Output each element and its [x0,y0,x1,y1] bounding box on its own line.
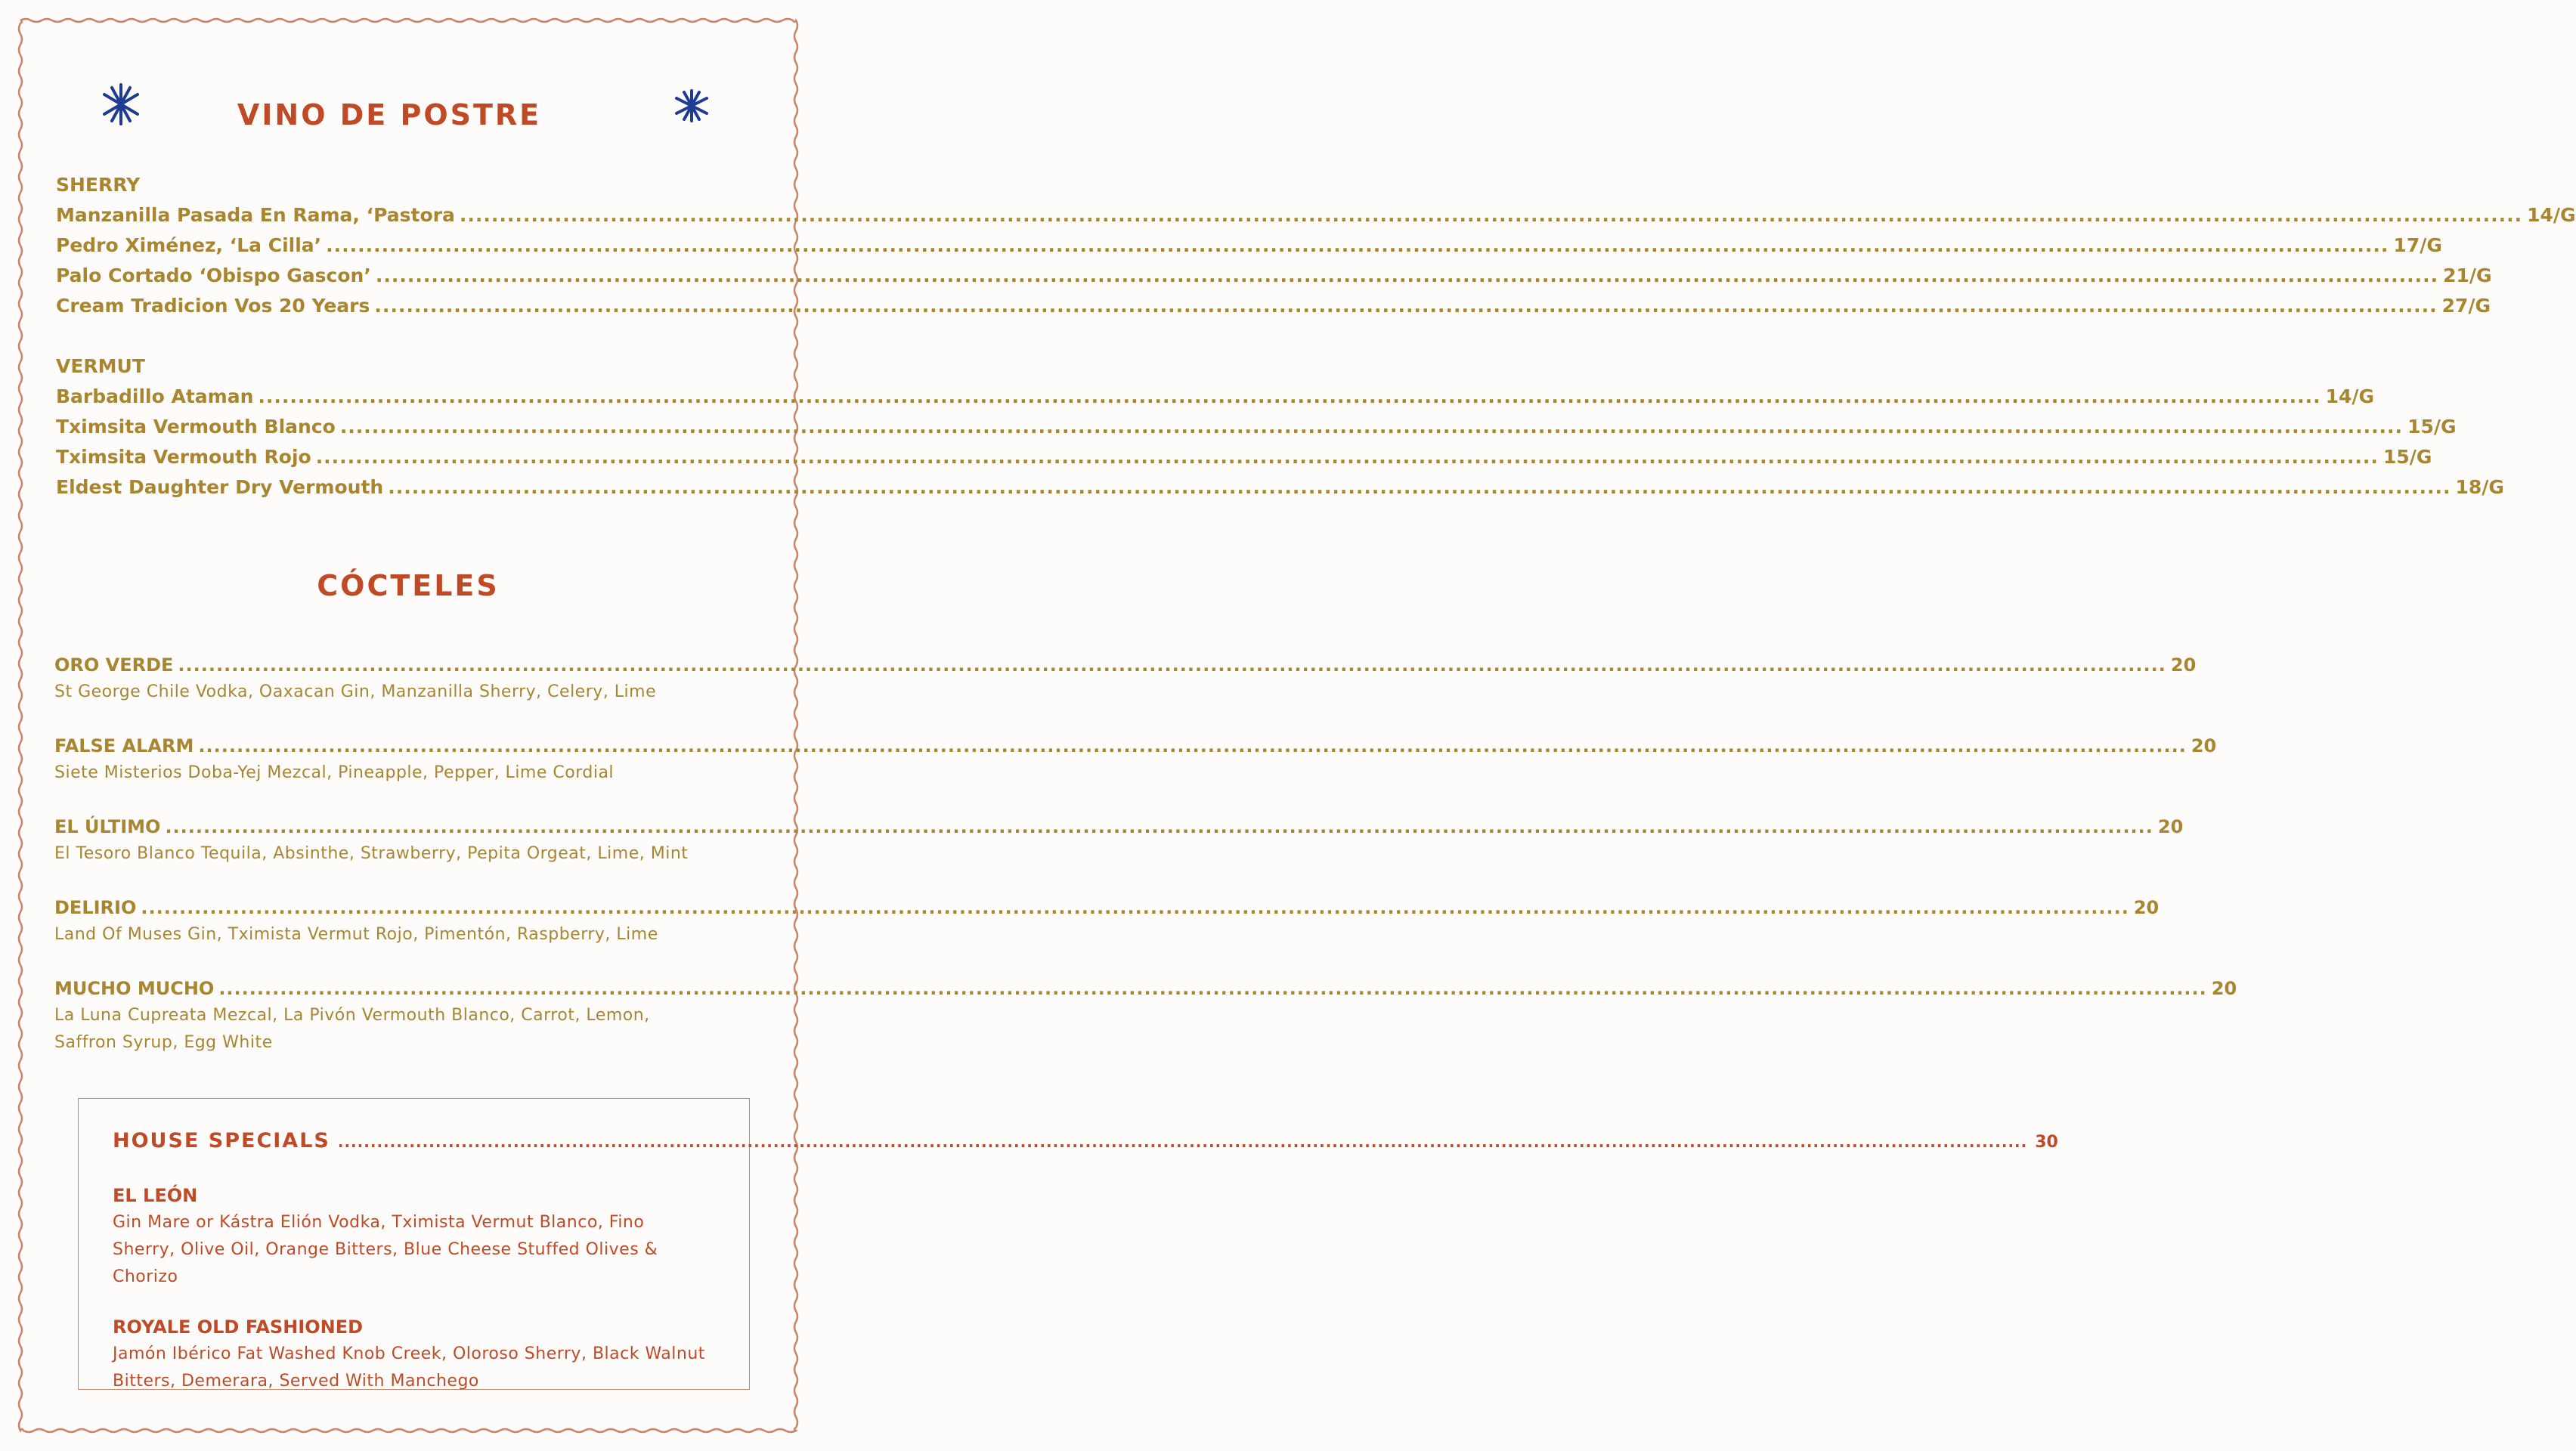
cocktail-item [54,975,2237,1057]
item-price: 20 [2133,897,2160,918]
item-name: Pedro Ximénez, ‘La Cilla’ [56,234,322,256]
menu-row [54,975,2237,1002]
cocktail-item [54,894,2160,948]
leader-dots: .................................................................................................................................................................................................................................................................... [178,654,2166,676]
item-name: ORO VERDE [54,654,174,676]
menu-row [54,732,2217,760]
menu-row [56,442,2432,472]
leader-dots: .................................................................................................................................................................................................................................................................... [459,204,2523,226]
house-specials-header [113,1126,2058,1156]
menu-row [54,894,2160,921]
menu-row [56,291,2491,321]
leader-dots: .................................................................................................................................................................................................................................................................... [339,416,2404,438]
section-heading: SHERRY [56,174,141,196]
item-name: Eldest Daughter Dry Vermouth [56,476,384,498]
special-item [113,1313,710,1395]
item-price: 20 [2157,816,2184,837]
cocktails-title: CÓCTELES [317,569,500,602]
item-description: Gin Mare or Kástra Elión Vodka, Tximista Vermut Blanco, Fino Sherry, Olive Oil, Orange Bitters, Blue Cheese Stuffed Olives & Chorizo [113,1213,658,1286]
cocktail-item [54,732,2217,787]
menu-row [54,813,2184,840]
section-heading: VERMUT [56,355,145,377]
item-price: 15/G [2382,446,2432,468]
menu-row [56,382,2375,412]
sherry-section [56,170,2576,321]
item-price: 18/G [2455,476,2504,498]
item-name: Cream Tradicion Vos 20 Years [56,295,370,317]
special-item [113,1182,710,1291]
leader-dots: .................................................................................................................................................................................................................................................................... [198,735,2187,756]
menu-row [56,200,2576,230]
item-name: ROYALE OLD FASHIONED [113,1316,364,1338]
item-description: St George Chile Vodka, Oaxacan Gin, Manzanilla Sherry, Celery, Lime [54,682,657,701]
item-description: La Luna Cupreata Mezcal, La Pivón Vermouth Blanco, Carrot, Lemon, Saffron Syrup, Egg White [54,1006,650,1052]
item-name: Manzanilla Pasada En Rama, ‘Pastora [56,204,455,226]
menu-row [56,261,2492,291]
item-name: DELIRIO [54,897,137,918]
vermut-section [56,351,2504,503]
item-name: Tximsita Vermouth Rojo [56,446,311,468]
leader-dots: .................................................................................................................................................................................................................................................................... [388,476,2451,498]
leader-dots: .................................................................................................................................................................................................................................................................... [375,265,2439,286]
house-specials-content [113,1126,2058,1395]
house-specials-box [78,1098,2058,1391]
cocktail-item [54,651,2197,706]
item-name: Tximsita Vermouth Blanco [56,416,336,438]
menu-row [56,230,2442,261]
item-name: EL ÚLTIMO [54,816,161,837]
item-price: 20 [2191,735,2217,756]
menu-row [56,412,2457,442]
item-name: MUCHO MUCHO [54,978,215,999]
item-price: 27/G [2441,295,2491,317]
leader-dots: .................................................................................................................................................................................................................................................................... [374,295,2438,317]
cocktail-list [54,651,2237,1083]
item-name: EL LEÓN [113,1185,198,1206]
leader-dots: .................................................................................................................................................................................................................................................................... [218,978,2207,999]
item-description: El Tesoro Blanco Tequila, Absinthe, Strawberry, Pepita Orgeat, Lime, Mint [54,844,689,863]
leader-dots: .................................................................................................................................................................................................................................................................... [141,897,2129,918]
leader-dots: .................................................................................................................................................................................................................................................................... [337,1133,2028,1151]
item-price: 21/G [2443,265,2492,286]
item-price: 14/G [2325,385,2375,407]
cocktail-item [54,813,2184,868]
menu-row [54,651,2197,679]
item-name: FALSE ALARM [54,735,194,756]
menu-row [56,472,2504,503]
item-description: Siete Misterios Doba-Yej Mezcal, Pineapple, Pepper, Lime Cordial [54,763,615,782]
leader-dots: .................................................................................................................................................................................................................................................................... [326,234,2389,256]
item-name: Palo Cortado ‘Obispo Gascon’ [56,265,371,286]
leader-dots: .................................................................................................................................................................................................................................................................... [315,446,2379,468]
house-specials-price: 30 [2035,1133,2058,1152]
item-price: 20 [2211,978,2237,999]
item-name: Barbadillo Ataman [56,385,254,407]
item-price: 20 [2170,654,2197,676]
item-price: 17/G [2393,234,2442,256]
item-description: Jamón Ibérico Fat Washed Knob Creek, Oloroso Sherry, Black Walnut Bitters, Demerara, Served With Manchego [113,1344,705,1391]
item-price: 14/G [2527,204,2576,226]
item-description: Land Of Muses Gin, Tximista Vermut Rojo, Pimentón, Raspberry, Lime [54,925,658,944]
house-specials-title: HOUSE SPECIALS [113,1129,330,1152]
leader-dots: .................................................................................................................................................................................................................................................................... [258,385,2321,407]
leader-dots: .................................................................................................................................................................................................................................................................... [165,816,2153,837]
wine-title: VINO DE POSTRE [237,98,542,131]
item-price: 15/G [2407,416,2457,438]
